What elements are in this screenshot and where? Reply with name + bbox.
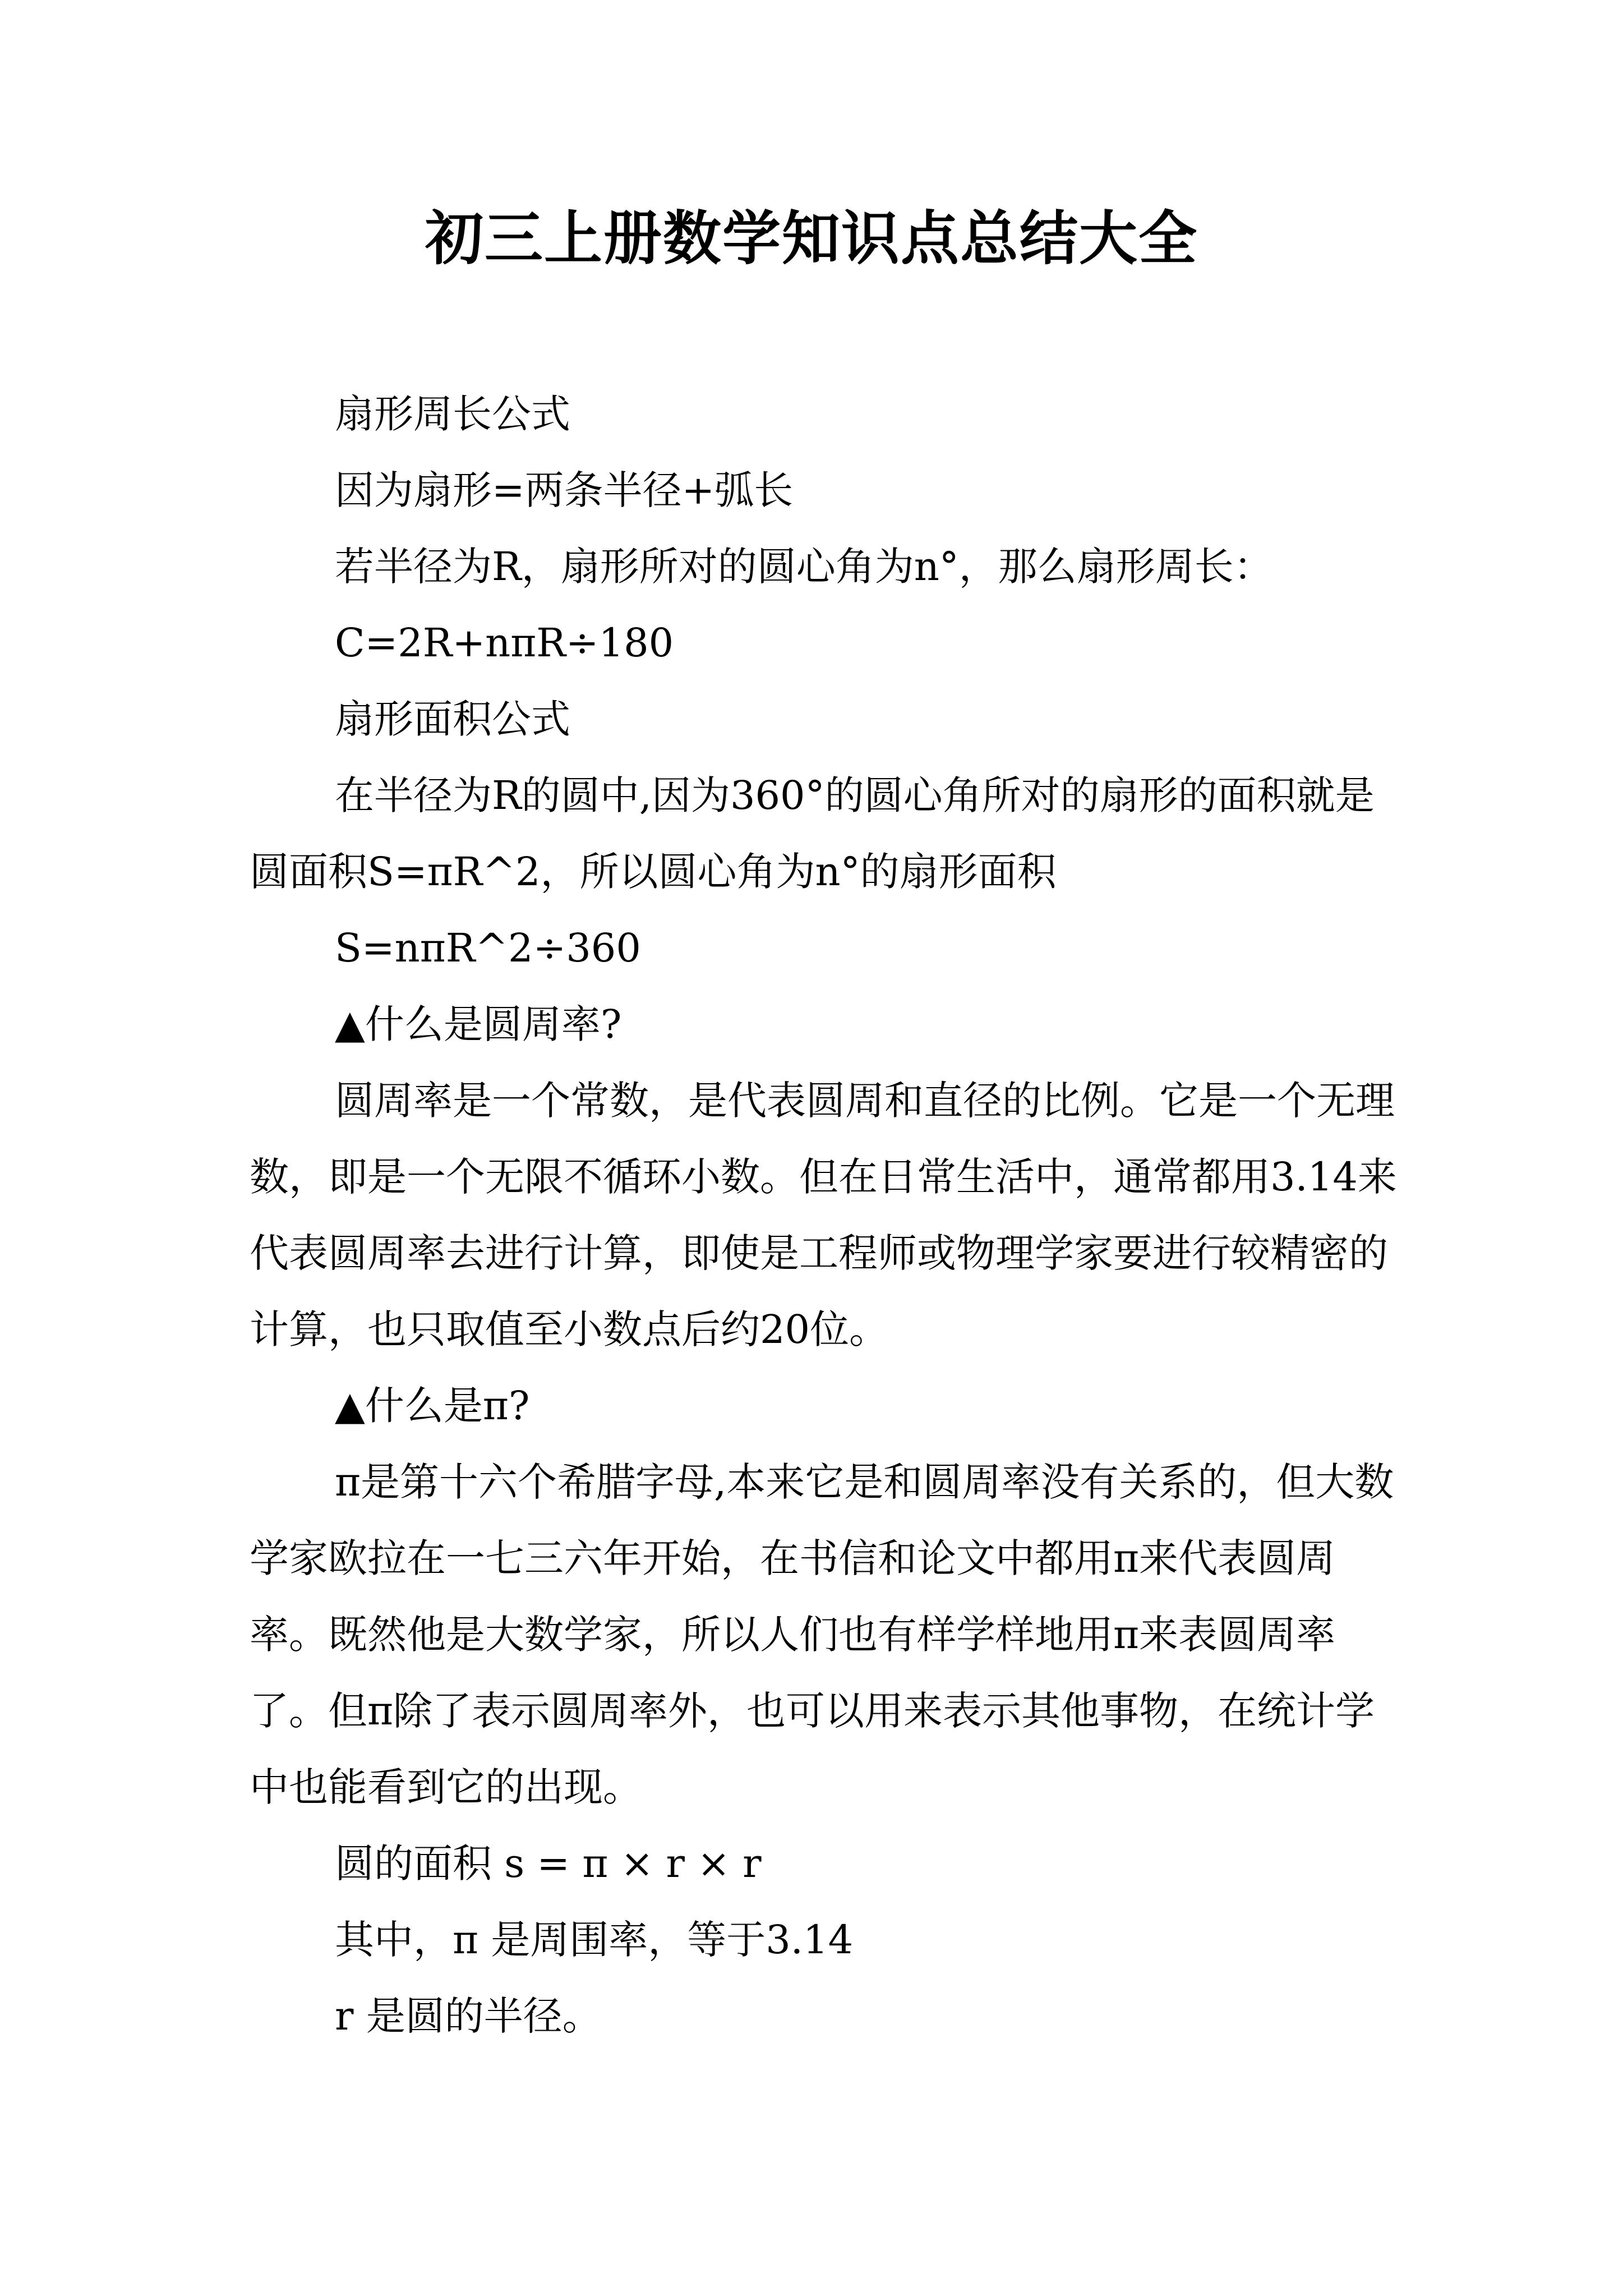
- paragraph-sector-area-explanation: 在半径为R的圆中,因为360°的圆心角所对的扇形的面积就是圆面积S=πR^2，所以圆心角为n°的扇形面积: [250, 772, 1375, 895]
- paragraph-sector-perimeter-formula: C=2R+nπR÷180: [335, 620, 674, 666]
- paragraph-sector-area-formula: S=nπR^2÷360: [335, 925, 641, 971]
- paragraph-radius-note: r 是圆的半径。: [335, 1993, 602, 2039]
- paragraph-circle-area-formula: 圆的面积 s = π × r × r: [335, 1841, 762, 1887]
- paragraph-sector-perimeter-definition: 因为扇形=两条半径+弧长: [335, 467, 794, 513]
- paragraph-sector-perimeter-heading: 扇形周长公式: [335, 391, 570, 437]
- document-title: 初三上册数学知识点总结大全: [425, 204, 1198, 273]
- paragraph-pi-symbol-heading: ▲什么是π?: [335, 1383, 530, 1429]
- paragraph-pi-ratio-heading: ▲什么是圆周率?: [335, 1001, 622, 1047]
- document-body: [250, 376, 1405, 2054]
- paragraph-sector-area-heading: 扇形面积公式: [335, 696, 570, 742]
- paragraph-pi-value-note: 其中，π 是周围率，等于3.14: [335, 1917, 854, 1963]
- paragraph-pi-symbol-explanation: π是第十六个希腊字母,本来它是和圆周率没有关系的，但大数学家欧拉在一七三六年开始，在书信和论文中都用π来代表圆周率。既然他是大数学家，所以人们也有样学样地用π来表圆周率了。但π除了表示圆周率外，也可以用来表示其他事物，在统计学中也能看到它的出现。: [250, 1459, 1394, 1810]
- paragraph-pi-ratio-explanation: 圆周率是一个常数，是代表圆周和直径的比例。它是一个无理数，即是一个无限不循环小数。但在日常生活中，通常都用3.14来代表圆周率去进行计算，即使是工程师或物理学家要进行较精密的计算，也只取值至小数点后约20位。: [250, 1078, 1397, 1352]
- paragraph-sector-perimeter-condition: 若半径为R，扇形所对的圆心角为n°，那么扇形周长：: [335, 544, 1273, 590]
